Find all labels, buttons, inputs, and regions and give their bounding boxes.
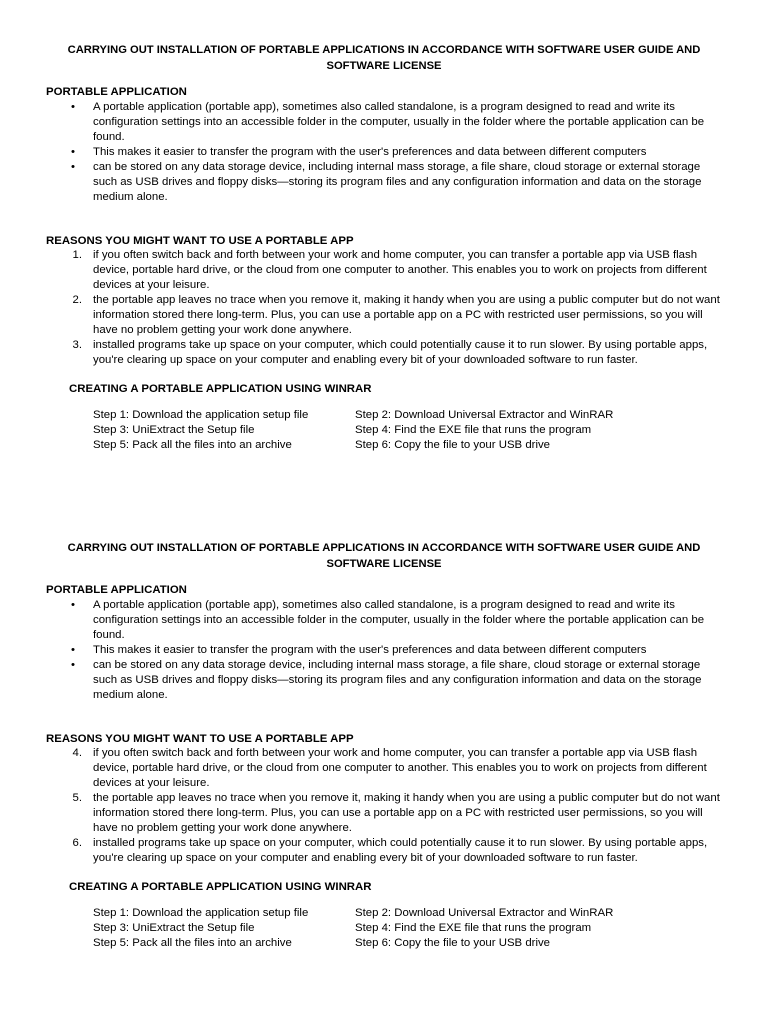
steps-row bbox=[93, 438, 653, 453]
step-text: Step 6: Copy the file to your USB drive bbox=[355, 937, 551, 949]
reasons-list bbox=[0, 746, 768, 866]
reason-item bbox=[0, 791, 723, 836]
step-text: Step 3: UniExtract the Setup file bbox=[93, 922, 255, 934]
reason-item bbox=[0, 746, 723, 791]
document-title: CARRYING OUT INSTALLATION OF PORTABLE APPLICATIONS IN ACCORDANCE WITH SOFTWARE USER GUIDE AND SOFTWARE LICENSE bbox=[67, 542, 701, 570]
steps-row bbox=[93, 936, 653, 951]
heading-reasons: REASONS YOU MIGHT WANT TO USE A PORTABLE APP bbox=[46, 235, 354, 247]
portable-bullet-list bbox=[0, 100, 768, 205]
reason-number: 6. bbox=[72, 837, 82, 849]
heading-creating-portable-app: CREATING A PORTABLE APPLICATION USING WINRAR bbox=[69, 383, 372, 395]
reason-number: 2. bbox=[72, 294, 82, 306]
reason-text: the portable app leaves no trace when you remove it, making it handy when you are using a public computer but do not want information stored there long-term. Plus, you can use a portable app on a PC with restricted user permissions, so you will have no problem getting your work done anywhere. bbox=[93, 792, 720, 834]
bullet-item bbox=[0, 160, 723, 205]
bullet-marker: • bbox=[71, 659, 75, 671]
document-section-2 bbox=[0, 540, 768, 949]
reason-text: the portable app leaves no trace when you remove it, making it handy when you are using a public computer but do not want information stored there long-term. Plus, you can use a portable app on a PC with restricted user permissions, so you will have no problem getting your work done anywhere. bbox=[93, 294, 720, 336]
bullet-marker: • bbox=[71, 101, 75, 113]
bullet-text: This makes it easier to transfer the program with the user's preferences and data between different computers bbox=[93, 644, 647, 656]
reason-item bbox=[0, 338, 723, 368]
reason-text: installed programs take up space on your computer, which could potentially cause it to run slower. By using portable apps, you're clearing up space on your computer and enabling every bit of your downloaded software to run faster. bbox=[93, 837, 708, 864]
bullet-item bbox=[0, 643, 723, 658]
bullet-marker: • bbox=[71, 644, 75, 656]
document-section-1 bbox=[0, 42, 768, 451]
heading-portable-application: PORTABLE APPLICATION bbox=[46, 86, 187, 98]
reason-text: if you often switch back and forth between your work and home computer, you can transfer a portable app via USB flash device, portable hard drive, or the cloud from one computer to another. This enables you to work on projects from different devices at your leisure. bbox=[93, 249, 707, 291]
bullet-text: A portable application (portable app), sometimes also called standalone, is a program designed to read and write its configuration settings into an accessible folder in the computer, usually in the folder where the portable application can be found. bbox=[93, 101, 705, 143]
reason-text: if you often switch back and forth between your work and home computer, you can transfer a portable app via USB flash device, portable hard drive, or the cloud from one computer to another. This enables you to work on projects from different devices at your leisure. bbox=[93, 747, 707, 789]
bullet-text: can be stored on any data storage device, including internal mass storage, a file share, cloud storage or external storage such as USB drives and floppy disks—storing its program files and any configuration information and data on the storage medium alone. bbox=[93, 659, 702, 701]
step-text: Step 4: Find the EXE file that runs the program bbox=[355, 424, 592, 436]
heading-reasons: REASONS YOU MIGHT WANT TO USE A PORTABLE APP bbox=[46, 733, 354, 745]
step-text: Step 5: Pack all the files into an archive bbox=[93, 439, 292, 451]
bullet-item bbox=[0, 658, 723, 703]
bullet-text: can be stored on any data storage device, including internal mass storage, a file share, cloud storage or external storage such as USB drives and floppy disks—storing its program files and any configuration information and data on the storage medium alone. bbox=[93, 161, 702, 203]
step-text: Step 2: Download Universal Extractor and WinRAR bbox=[355, 409, 614, 421]
reason-number: 5. bbox=[72, 792, 82, 804]
heading-portable-application: PORTABLE APPLICATION bbox=[46, 584, 187, 596]
bullet-marker: • bbox=[71, 146, 75, 158]
reason-text: installed programs take up space on your computer, which could potentially cause it to run slower. By using portable apps, you're clearing up space on your computer and enabling every bit of your downloaded software to run faster. bbox=[93, 339, 708, 366]
step-text: Step 6: Copy the file to your USB drive bbox=[355, 439, 551, 451]
steps-row bbox=[93, 408, 653, 423]
step-text: Step 5: Pack all the files into an archive bbox=[93, 937, 292, 949]
bullet-text: A portable application (portable app), sometimes also called standalone, is a program designed to read and write its configuration settings into an accessible folder in the computer, usually in the folder where the portable application can be found. bbox=[93, 599, 705, 641]
step-text: Step 1: Download the application setup file bbox=[93, 907, 309, 919]
reason-item bbox=[0, 293, 723, 338]
steps-row bbox=[93, 906, 653, 921]
reason-number: 1. bbox=[72, 249, 82, 261]
reasons-list bbox=[0, 248, 768, 368]
steps-row bbox=[93, 921, 653, 936]
step-text: Step 3: UniExtract the Setup file bbox=[93, 424, 255, 436]
steps-table bbox=[93, 906, 653, 951]
step-text: Step 2: Download Universal Extractor and WinRAR bbox=[355, 907, 614, 919]
portable-bullet-list bbox=[0, 598, 768, 703]
step-text: Step 4: Find the EXE file that runs the program bbox=[355, 922, 592, 934]
steps-row bbox=[93, 423, 653, 438]
bullet-item bbox=[0, 100, 723, 145]
steps-table bbox=[93, 408, 653, 453]
reason-number: 3. bbox=[72, 339, 82, 351]
step-text: Step 1: Download the application setup file bbox=[93, 409, 309, 421]
bullet-marker: • bbox=[71, 599, 75, 611]
bullet-item bbox=[0, 145, 723, 160]
bullet-item bbox=[0, 598, 723, 643]
bullet-marker: • bbox=[71, 161, 75, 173]
document-title: CARRYING OUT INSTALLATION OF PORTABLE APPLICATIONS IN ACCORDANCE WITH SOFTWARE USER GUIDE AND SOFTWARE LICENSE bbox=[67, 44, 701, 72]
reason-item bbox=[0, 248, 723, 293]
reason-item bbox=[0, 836, 723, 866]
reason-number: 4. bbox=[72, 747, 82, 759]
bullet-text: This makes it easier to transfer the program with the user's preferences and data between different computers bbox=[93, 146, 647, 158]
heading-creating-portable-app: CREATING A PORTABLE APPLICATION USING WINRAR bbox=[69, 881, 372, 893]
